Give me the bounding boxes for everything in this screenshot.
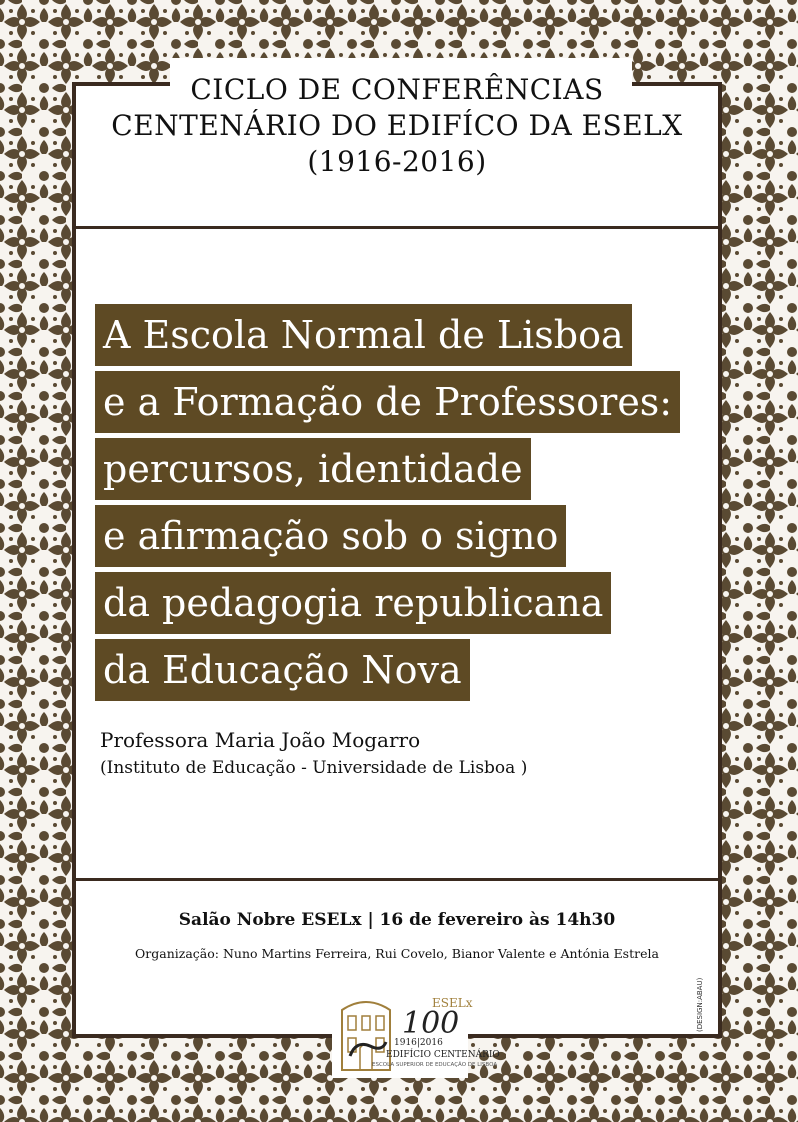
speaker-name: Professora Maria João Mogarro [100, 728, 421, 752]
logo-school: ESCOLA SUPERIOR DE EDUCAÇÃO DE LISBOA [372, 1062, 498, 1068]
organizers: Organização: Nuno Martins Ferreira, Rui Covelo, Bianor Valente e Antónia Estrela [135, 946, 659, 961]
speaker-affiliation: (Instituto de Educação - Universidade de Lisboa ) [100, 758, 528, 778]
centenary-logo [332, 982, 500, 1078]
logo-years: 1916|2016 [394, 1038, 443, 1048]
logo-centenary: EDIFÍCIO CENTENÁRIO [386, 1050, 500, 1060]
title-line: e a Formação de Professores: [95, 371, 680, 433]
header-divider [76, 226, 718, 229]
lecture-title [95, 304, 680, 706]
designer-credit: (DESIGN:ABAU) [696, 977, 704, 1032]
footer-divider [76, 878, 718, 881]
title-line: A Escola Normal de Lisboa [95, 304, 632, 366]
title-line: da Educação Nova [95, 639, 470, 701]
title-line: da pedagogia republicana [95, 572, 611, 634]
series-title: CICLO DE CONFERÊNCIAS [190, 73, 604, 106]
logo-number: 100 [402, 1006, 460, 1041]
logo-abbreviation: ESELx [432, 996, 473, 1010]
title-line: e afirmação sob o signo [95, 505, 566, 567]
series-years: (1916-2016) [307, 145, 487, 178]
speaker-block [100, 726, 527, 782]
title-line: percursos, identidade [95, 438, 531, 500]
series-header [72, 72, 722, 180]
series-subtitle: CENTENÁRIO DO EDIFÍCO DA ESELX [111, 109, 683, 142]
venue-date: Salão Nobre ESELx | 16 de fevereiro às 14h30 [178, 910, 616, 930]
